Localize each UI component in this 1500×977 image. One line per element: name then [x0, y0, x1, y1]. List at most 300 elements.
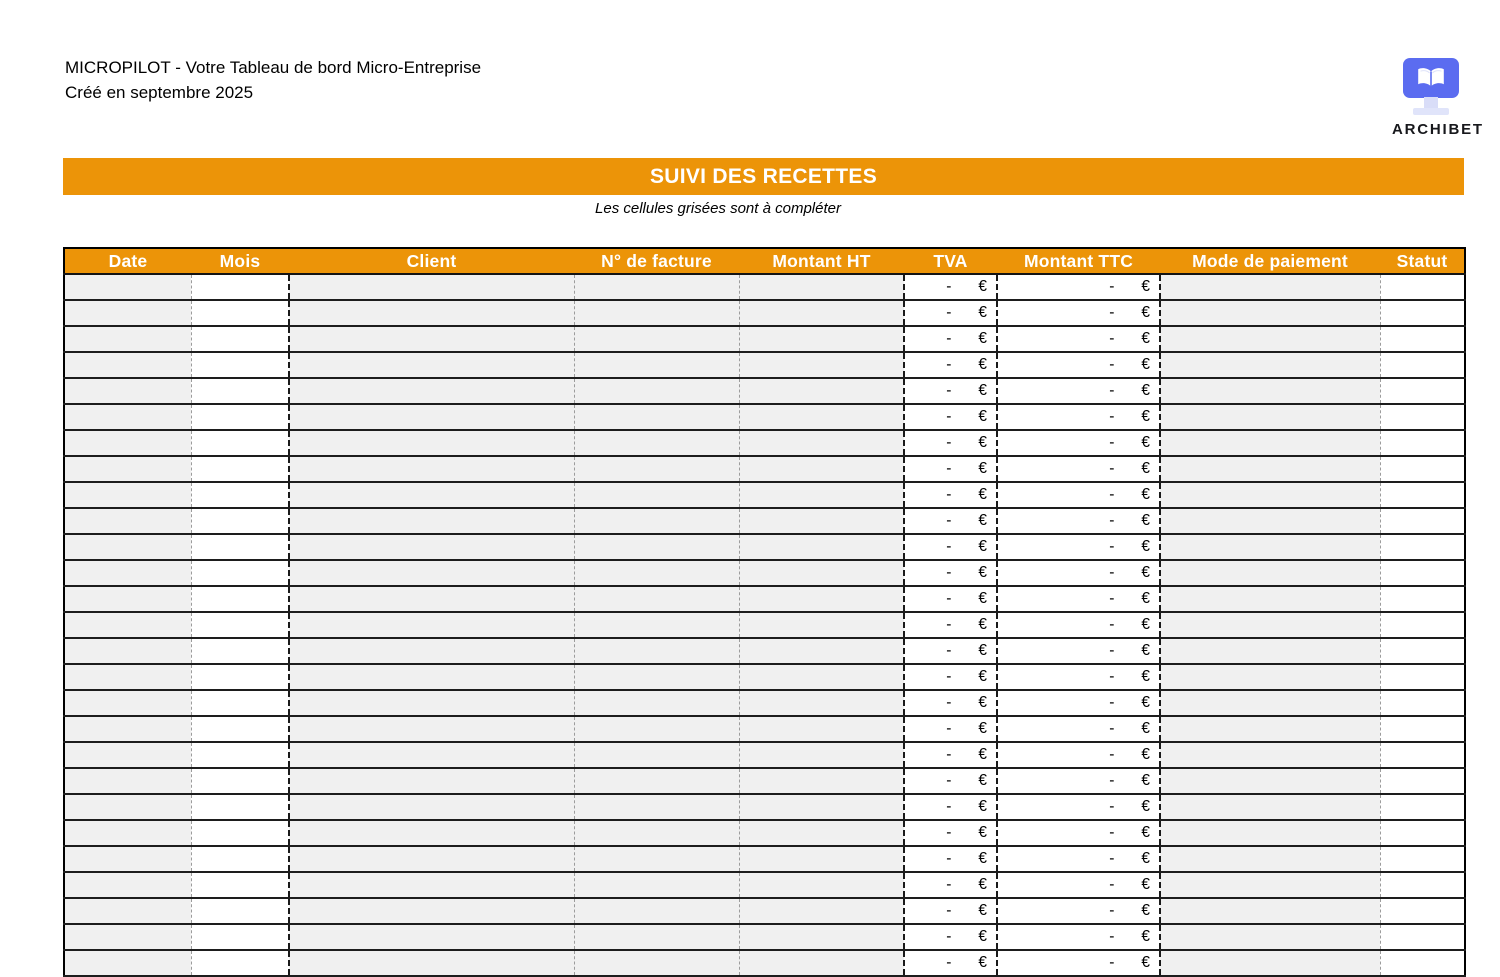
table-cell — [574, 898, 739, 924]
euro-symbol: € — [978, 876, 987, 894]
euro-symbol: € — [1141, 928, 1150, 946]
table-cell — [574, 508, 739, 534]
euro-symbol: € — [1141, 668, 1150, 686]
table-cell — [1380, 716, 1465, 742]
table-cell — [739, 456, 904, 482]
accounting-dash: - — [1109, 564, 1115, 582]
table-cell — [739, 326, 904, 352]
table-cell — [739, 430, 904, 456]
euro-symbol: € — [1141, 772, 1150, 790]
table-cell — [64, 898, 191, 924]
empty-amount-cell — [998, 513, 1159, 529]
euro-symbol: € — [1141, 564, 1150, 582]
euro-symbol: € — [1141, 642, 1150, 660]
table-cell — [739, 482, 904, 508]
table-cell — [574, 690, 739, 716]
column-header-mois: Mois — [191, 248, 289, 274]
table-cell — [997, 768, 1160, 794]
accounting-dash: - — [946, 330, 952, 348]
table-cell — [739, 378, 904, 404]
empty-amount-cell — [905, 903, 996, 919]
table-cell — [1160, 430, 1380, 456]
table-cell — [64, 586, 191, 612]
euro-symbol: € — [1141, 356, 1150, 374]
euro-symbol: € — [1141, 382, 1150, 400]
accounting-dash: - — [946, 408, 952, 426]
table-cell — [1380, 794, 1465, 820]
table-cell — [904, 404, 997, 430]
table-cell — [904, 430, 997, 456]
empty-amount-cell — [998, 305, 1159, 321]
table-cell — [997, 404, 1160, 430]
table-cell — [1160, 638, 1380, 664]
column-header-montant-ht: Montant HT — [739, 248, 904, 274]
table-cell — [289, 898, 574, 924]
empty-amount-cell — [998, 825, 1159, 841]
euro-symbol: € — [1141, 954, 1150, 972]
empty-amount-cell — [905, 929, 996, 945]
table-row — [64, 742, 1465, 768]
table-cell — [64, 794, 191, 820]
table-cell — [1380, 690, 1465, 716]
table-cell — [64, 924, 191, 950]
table-cell — [191, 924, 289, 950]
table-cell — [1160, 924, 1380, 950]
table-cell — [64, 716, 191, 742]
section-banner — [63, 158, 1464, 195]
euro-symbol: € — [1141, 408, 1150, 426]
table-cell — [1160, 690, 1380, 716]
table-cell — [1160, 950, 1380, 976]
table-cell — [997, 326, 1160, 352]
table-cell — [997, 612, 1160, 638]
table-row — [64, 924, 1465, 950]
table-cell — [739, 586, 904, 612]
accounting-dash: - — [946, 460, 952, 478]
table-cell — [1380, 612, 1465, 638]
table-cell — [1380, 586, 1465, 612]
empty-amount-cell — [905, 825, 996, 841]
table-cell — [1160, 846, 1380, 872]
table-cell — [574, 326, 739, 352]
table-cell — [997, 534, 1160, 560]
logo-brand-text: ARCHIBET — [1392, 121, 1484, 138]
table-cell — [1380, 300, 1465, 326]
table-cell — [64, 950, 191, 976]
empty-amount-cell — [998, 487, 1159, 503]
table-cell — [997, 378, 1160, 404]
table-cell — [739, 534, 904, 560]
table-cell — [289, 664, 574, 690]
euro-symbol: € — [1141, 590, 1150, 608]
empty-amount-cell — [905, 851, 996, 867]
empty-amount-cell — [905, 279, 996, 295]
table-cell — [191, 664, 289, 690]
table-row — [64, 690, 1465, 716]
table-cell — [289, 690, 574, 716]
empty-amount-cell — [998, 721, 1159, 737]
table-row — [64, 820, 1465, 846]
table-cell — [739, 768, 904, 794]
table-row — [64, 794, 1465, 820]
accounting-dash: - — [1109, 590, 1115, 608]
table-cell — [1160, 664, 1380, 690]
table-cell — [574, 794, 739, 820]
column-header-tva: TVA — [904, 248, 997, 274]
table-cell — [574, 404, 739, 430]
empty-amount-cell — [905, 877, 996, 893]
instruction-note: Les cellules grisées sont à compléter — [595, 200, 841, 217]
accounting-dash: - — [1109, 330, 1115, 348]
table-cell — [997, 508, 1160, 534]
euro-symbol: € — [1141, 850, 1150, 868]
accounting-dash: - — [1109, 746, 1115, 764]
empty-amount-cell — [998, 617, 1159, 633]
accounting-dash: - — [946, 590, 952, 608]
table-cell — [904, 326, 997, 352]
table-cell — [739, 612, 904, 638]
empty-amount-cell — [998, 383, 1159, 399]
empty-amount-cell — [998, 669, 1159, 685]
accounting-dash: - — [946, 512, 952, 530]
empty-amount-cell — [905, 513, 996, 529]
table-cell — [64, 846, 191, 872]
empty-amount-cell — [998, 357, 1159, 373]
table-row — [64, 378, 1465, 404]
table-cell — [289, 430, 574, 456]
accounting-dash: - — [1109, 356, 1115, 374]
empty-amount-cell — [998, 851, 1159, 867]
accounting-dash: - — [1109, 668, 1115, 686]
table-cell — [1380, 560, 1465, 586]
table-cell — [289, 586, 574, 612]
monitor-base — [1413, 108, 1449, 115]
empty-amount-cell — [905, 383, 996, 399]
table-cell — [904, 638, 997, 664]
accounting-dash: - — [1109, 876, 1115, 894]
table-cell — [191, 742, 289, 768]
table-cell — [191, 378, 289, 404]
table-cell — [997, 638, 1160, 664]
document-title: MICROPILOT - Votre Tableau de bord Micro-Entreprise — [65, 58, 482, 77]
table-cell — [739, 404, 904, 430]
table-cell — [191, 794, 289, 820]
table-cell — [997, 846, 1160, 872]
euro-symbol: € — [1141, 460, 1150, 478]
table-cell — [574, 716, 739, 742]
table-cell — [289, 820, 574, 846]
accounting-dash: - — [946, 902, 952, 920]
table-cell — [289, 534, 574, 560]
table-cell — [289, 274, 574, 300]
euro-symbol: € — [1141, 876, 1150, 894]
section-title: SUIVI DES RECETTES — [649, 165, 878, 188]
table-row — [64, 482, 1465, 508]
table-cell — [1160, 716, 1380, 742]
empty-amount-cell — [905, 617, 996, 633]
table-cell — [1380, 534, 1465, 560]
table-cell — [1160, 534, 1380, 560]
table-cell — [1160, 482, 1380, 508]
table-cell — [1160, 404, 1380, 430]
table-cell — [64, 352, 191, 378]
table-cell — [997, 586, 1160, 612]
empty-amount-cell — [905, 331, 996, 347]
euro-symbol: € — [978, 616, 987, 634]
table-cell — [997, 716, 1160, 742]
empty-amount-cell — [905, 799, 996, 815]
accounting-dash: - — [946, 642, 952, 660]
table-cell — [289, 378, 574, 404]
euro-symbol: € — [1141, 720, 1150, 738]
table-cell — [997, 820, 1160, 846]
empty-amount-cell — [905, 435, 996, 451]
table-cell — [191, 820, 289, 846]
euro-symbol: € — [978, 902, 987, 920]
table-row — [64, 898, 1465, 924]
accounting-dash: - — [946, 720, 952, 738]
empty-amount-cell — [905, 539, 996, 555]
empty-amount-cell — [998, 773, 1159, 789]
table-cell — [289, 326, 574, 352]
empty-amount-cell — [998, 461, 1159, 477]
table-cell — [904, 716, 997, 742]
accounting-dash: - — [1109, 408, 1115, 426]
table-cell — [997, 924, 1160, 950]
euro-symbol: € — [978, 304, 987, 322]
table-cell — [1380, 352, 1465, 378]
table-cell — [191, 846, 289, 872]
table-cell — [191, 300, 289, 326]
table-cell — [1160, 378, 1380, 404]
euro-symbol: € — [978, 850, 987, 868]
table-cell — [904, 690, 997, 716]
empty-amount-cell — [905, 747, 996, 763]
table-cell — [64, 872, 191, 898]
table-cell — [191, 586, 289, 612]
table-cell — [289, 872, 574, 898]
table-cell — [64, 508, 191, 534]
euro-symbol: € — [978, 356, 987, 374]
column-header-client: Client — [289, 248, 574, 274]
table-cell — [574, 612, 739, 638]
accounting-dash: - — [1109, 434, 1115, 452]
table-cell — [904, 950, 997, 976]
table-cell — [1380, 768, 1465, 794]
table-cell — [289, 508, 574, 534]
table-cell — [191, 274, 289, 300]
empty-amount-cell — [998, 747, 1159, 763]
table-cell — [289, 742, 574, 768]
table-cell — [1160, 742, 1380, 768]
table-row — [64, 508, 1465, 534]
logo — [1392, 58, 1484, 138]
euro-symbol: € — [1141, 902, 1150, 920]
table-row — [64, 300, 1465, 326]
table-cell — [997, 742, 1160, 768]
table-cell — [739, 794, 904, 820]
table-row — [64, 846, 1465, 872]
table-row — [64, 326, 1465, 352]
empty-amount-cell — [998, 695, 1159, 711]
empty-amount-cell — [998, 565, 1159, 581]
table-row — [64, 560, 1465, 586]
euro-symbol: € — [978, 746, 987, 764]
table-cell — [289, 612, 574, 638]
table-row — [64, 430, 1465, 456]
table-cell — [1160, 872, 1380, 898]
table-cell — [997, 300, 1160, 326]
table-cell — [574, 768, 739, 794]
table-cell — [191, 352, 289, 378]
euro-symbol: € — [978, 382, 987, 400]
table-cell — [574, 664, 739, 690]
table-cell — [191, 716, 289, 742]
table-cell — [289, 846, 574, 872]
table-cell — [1160, 820, 1380, 846]
accounting-dash: - — [1109, 798, 1115, 816]
euro-symbol: € — [978, 694, 987, 712]
table-cell — [904, 300, 997, 326]
table-cell — [289, 482, 574, 508]
table-cell — [1160, 352, 1380, 378]
table-cell — [574, 742, 739, 768]
table-cell — [574, 846, 739, 872]
empty-amount-cell — [905, 565, 996, 581]
column-header-date: Date — [64, 248, 191, 274]
table-cell — [739, 274, 904, 300]
euro-symbol: € — [978, 590, 987, 608]
table-cell — [289, 794, 574, 820]
euro-symbol: € — [1141, 538, 1150, 556]
accounting-dash: - — [1109, 512, 1115, 530]
table-cell — [739, 950, 904, 976]
table-cell — [1380, 404, 1465, 430]
table-cell — [1380, 846, 1465, 872]
table-cell — [1380, 274, 1465, 300]
accounting-dash: - — [946, 382, 952, 400]
accounting-dash: - — [1109, 304, 1115, 322]
table-cell — [1160, 326, 1380, 352]
accounting-dash: - — [1109, 902, 1115, 920]
table-cell — [574, 274, 739, 300]
accounting-dash: - — [946, 772, 952, 790]
table-cell — [739, 638, 904, 664]
table-cell — [191, 456, 289, 482]
euro-symbol: € — [1141, 278, 1150, 296]
table-cell — [64, 300, 191, 326]
empty-amount-cell — [998, 539, 1159, 555]
table-cell — [191, 898, 289, 924]
table-cell — [997, 872, 1160, 898]
table-row — [64, 664, 1465, 690]
empty-amount-cell — [998, 435, 1159, 451]
table-cell — [64, 664, 191, 690]
table-cell — [1380, 638, 1465, 664]
table-cell — [997, 560, 1160, 586]
recettes-table — [63, 247, 1466, 977]
empty-amount-cell — [905, 409, 996, 425]
table-cell — [739, 690, 904, 716]
table-cell — [64, 456, 191, 482]
table-cell — [64, 430, 191, 456]
empty-amount-cell — [905, 357, 996, 373]
table-cell — [904, 508, 997, 534]
table-cell — [191, 404, 289, 430]
table-cell — [904, 898, 997, 924]
table-cell — [739, 300, 904, 326]
table-cell — [1160, 586, 1380, 612]
accounting-dash: - — [1109, 538, 1115, 556]
accounting-dash: - — [1109, 720, 1115, 738]
euro-symbol: € — [978, 434, 987, 452]
table-cell — [191, 690, 289, 716]
table-cell — [1160, 560, 1380, 586]
empty-amount-cell — [905, 695, 996, 711]
table-cell — [739, 560, 904, 586]
table-cell — [574, 300, 739, 326]
table-cell — [739, 820, 904, 846]
column-header-statut: Statut — [1380, 248, 1465, 274]
accounting-dash: - — [1109, 460, 1115, 478]
table-cell — [997, 482, 1160, 508]
table-cell — [739, 352, 904, 378]
euro-symbol: € — [1141, 330, 1150, 348]
table-cell — [1160, 768, 1380, 794]
table-cell — [289, 300, 574, 326]
accounting-dash: - — [946, 356, 952, 374]
euro-symbol: € — [978, 720, 987, 738]
table-cell — [1380, 508, 1465, 534]
table-cell — [574, 378, 739, 404]
euro-symbol: € — [1141, 512, 1150, 530]
table-cell — [739, 742, 904, 768]
empty-amount-cell — [905, 643, 996, 659]
euro-symbol: € — [1141, 824, 1150, 842]
euro-symbol: € — [1141, 304, 1150, 322]
table-cell — [289, 950, 574, 976]
header-row — [64, 248, 1465, 274]
table-cell — [904, 664, 997, 690]
accounting-dash: - — [946, 616, 952, 634]
euro-symbol: € — [1141, 616, 1150, 634]
table-cell — [904, 846, 997, 872]
table-cell — [739, 508, 904, 534]
accounting-dash: - — [1109, 694, 1115, 712]
table-cell — [997, 352, 1160, 378]
table-cell — [1380, 872, 1465, 898]
table-cell — [64, 534, 191, 560]
table-cell — [739, 898, 904, 924]
empty-amount-cell — [905, 487, 996, 503]
table-row — [64, 534, 1465, 560]
table-cell — [1380, 742, 1465, 768]
document-header — [65, 56, 481, 105]
monitor-open-book-icon — [1403, 58, 1459, 98]
column-header-mode-de-paiement: Mode de paiement — [1160, 248, 1380, 274]
table-cell — [191, 508, 289, 534]
euro-symbol: € — [978, 538, 987, 556]
table-row — [64, 950, 1465, 976]
table-cell — [739, 924, 904, 950]
table-cell — [191, 768, 289, 794]
table-cell — [289, 924, 574, 950]
table-cell — [997, 950, 1160, 976]
table-cell — [1160, 508, 1380, 534]
table-cell — [574, 950, 739, 976]
empty-amount-cell — [905, 591, 996, 607]
euro-symbol: € — [978, 278, 987, 296]
